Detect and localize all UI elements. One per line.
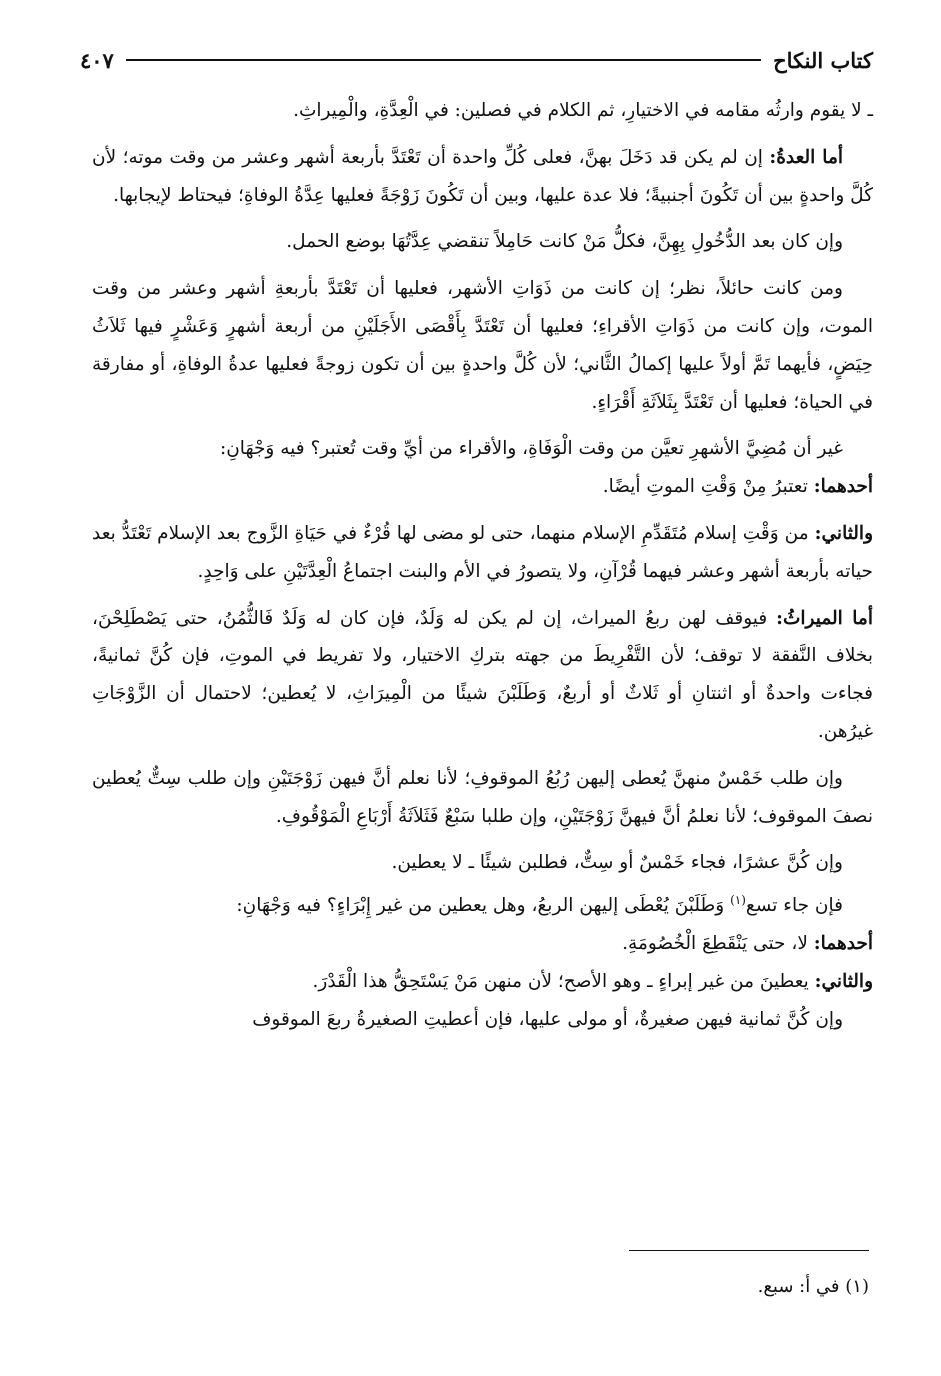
- paragraph: [92, 430, 873, 468]
- first-view-label: أحدهما:: [813, 476, 873, 498]
- paragraph: [92, 139, 873, 215]
- paragraph: [92, 515, 873, 591]
- first-view-label: أحدهما:: [813, 933, 873, 955]
- footnote: [92, 1270, 869, 1304]
- paragraph: [92, 223, 873, 261]
- paragraph: [92, 92, 873, 130]
- section-heading: أما الميراثُ:: [776, 607, 873, 629]
- paragraph-text: لا، حتى يَنْقَطِعَ الْخُصُومَةِ.: [622, 933, 814, 955]
- main-text: [92, 92, 873, 1047]
- paragraph-text: غير أن مُضِيَّ الأشهرِ تعيَّن من وقت الْوَفَاةِ، والأقراء من أيِّ وقت تُعتبر؟ فيه وَجْهَانِ:: [219, 438, 843, 460]
- paragraph: [92, 963, 873, 1001]
- footnote-separator: [629, 1250, 869, 1251]
- paragraph-text: وإن كُنَّ عشرًا، فجاء خَمْسٌ أو سِتٌّ، فطلبن شيئًا ـ لا يعطين.: [391, 852, 843, 874]
- paragraph-text: وإن كُنَّ ثمانية فيهن صغيرةٌ، أو مولى عليها، فإن أعطيتِ الصغيرةُ ربعَ الموقوف: [252, 1008, 843, 1030]
- footnote-text: (١) في أ: سبع.: [757, 1276, 869, 1297]
- paragraph-text: ومن كانت حائلاً، نظر؛ إن كانت من ذَوَاتِ الأشهر، فعليها أن تَعْتَدَّ بأربعةِ أشهر وعشر من وقت الموت، وإن كانت من ذَوَاتِ الأقراءِ؛ فعليها أن تَعْتَدَّ بِأَقْصَى الأَجَلَيْنِ من أربعة أشهرٍ وَعَشْرٍ فيها ثَلاَثُ حِيَضٍ، فأيهما تَمَّ أولاً عليها إكمالُ الثَّاني؛ لأن كُلَّ واحدةٍ بين أن تكون زوجةً فعليها عدةُ الوفاةِ، أو مفارقة في الحياة؛ فعليها أن تَعْتَدَّ بِثَلاَثَةِ أَقْرَاءٍ.: [92, 278, 873, 413]
- paragraph: [92, 1001, 873, 1039]
- paragraph: [92, 600, 873, 751]
- paragraph: [92, 882, 873, 925]
- page-header: [80, 40, 873, 80]
- paragraph-text: ـ لا يقوم وارثُه مقامه في الاختيارِ، ثم الكلام في فصلين: في الْعِدَّةِ، والْمِيراثِ.: [293, 100, 873, 121]
- footnote-marker: (١): [730, 893, 746, 908]
- paragraph: [92, 760, 873, 836]
- header-rule: [126, 59, 761, 61]
- section-heading: أما العدةُ:: [769, 146, 843, 168]
- page-number: ٤٠٧: [80, 47, 114, 73]
- paragraph-text: تعتبرُ مِنْ وَقْتِ الموتِ أيضًا.: [602, 476, 814, 498]
- paragraph-text: إن لم يكن قد دَخَلَ بهنَّ، فعلى كُلِّ واحدة أن تَعْتَدَّ بأربعة أشهر وعشر من وقت موته؛ لأن كُلَّ واحدةٍ بين أن تَكُونَ أجنبيةً؛ فلا عدة عليها، وبين أن تَكُونَ زَوْجَةً فعليها عِدَّةُ الوفاةِ؛ فيحتاط لإيجابها.: [92, 146, 873, 206]
- paragraph: [92, 270, 873, 421]
- paragraph-text: يعطينَ من غير إبراءٍ ـ وهو الأصح؛ لأن منهن مَنْ يَسْتَحِقُّ هذا الْقَدْرَ.: [312, 970, 815, 992]
- paragraph-text: من وَقْتِ إسلام مُتَقَدِّمِ الإسلام منهما، حتى لو مضى لها قُرْءٌ في حَيَاةِ الزَّوج بعد الإسلام تَعْتَدُّ بعد حياته بأربعة أشهر وعشر فيهما قُرْآنِ، ولا يتصورُ في الأم والبنت اجتماعُ الْعِدَّتَيْنِ على وَاحِدٍ.: [92, 522, 873, 582]
- paragraph: [92, 844, 873, 882]
- paragraph-text-continued: وَطَلَبْنَ يُعْطَى إليهن الربعُ، وهل يعطين من غير إِبْرَاءٍ؟ فيه وَجْهَانِ:: [236, 895, 731, 917]
- paragraph: [92, 925, 873, 963]
- second-view-label: والثاني:: [814, 522, 873, 544]
- paragraph: [92, 468, 873, 506]
- paragraph-text: فيوقف لهن ربعُ الميراث، إن لم يكن له وَلَدٌ، فإن كان له وَلَدٌ فَالثُّمُنُ، حتى يَصْطَلِحْنَ، بخلاف النَّفقة لا توقف؛ لأن التَّفْرِيطَ من جهته بتركِ الاختيار، ولا تفريط في الموتِ، فإن كُنَّ ثمانيةً، فجاءت واحدةٌ أو اثنتانِ أو ثَلاثٌ أو أربعٌ، وَطَلَبْنَ شيئًا من الْمِيرَاثِ، لا يُعطين؛ لاحتمال أن الزَّوْجَاتِ غيرُهن.: [92, 607, 873, 742]
- paragraph-text: فإن جاء تسع: [745, 895, 843, 917]
- paragraph-text: وإن كان بعد الدُّخُولِ بِهِنَّ، فكلُّ مَنْ كانت حَامِلاً تنقضي عِدَّتُهَا بوضع الحمل.: [286, 231, 843, 253]
- running-title: كتاب النكاح: [773, 47, 873, 73]
- second-view-label: والثاني:: [814, 970, 873, 992]
- paragraph-text: وإن طلب خَمْسٌ منهنَّ يُعطى إليهن رُبُعُ الموقوفِ؛ لأنا نعلم أنَّ فيهن زَوْجَتَيْنِ وإن طلب سِتٌّ يُعطين نصفَ الموقوف؛ لأنا نعلمُ أنَّ فيهنَّ زَوْجَتَيْنِ، وإن طلبا سَبْعٌ فَثَلاَثَةُ أَرْبَاعِ الْمَوْقُوفِ.: [92, 767, 873, 827]
